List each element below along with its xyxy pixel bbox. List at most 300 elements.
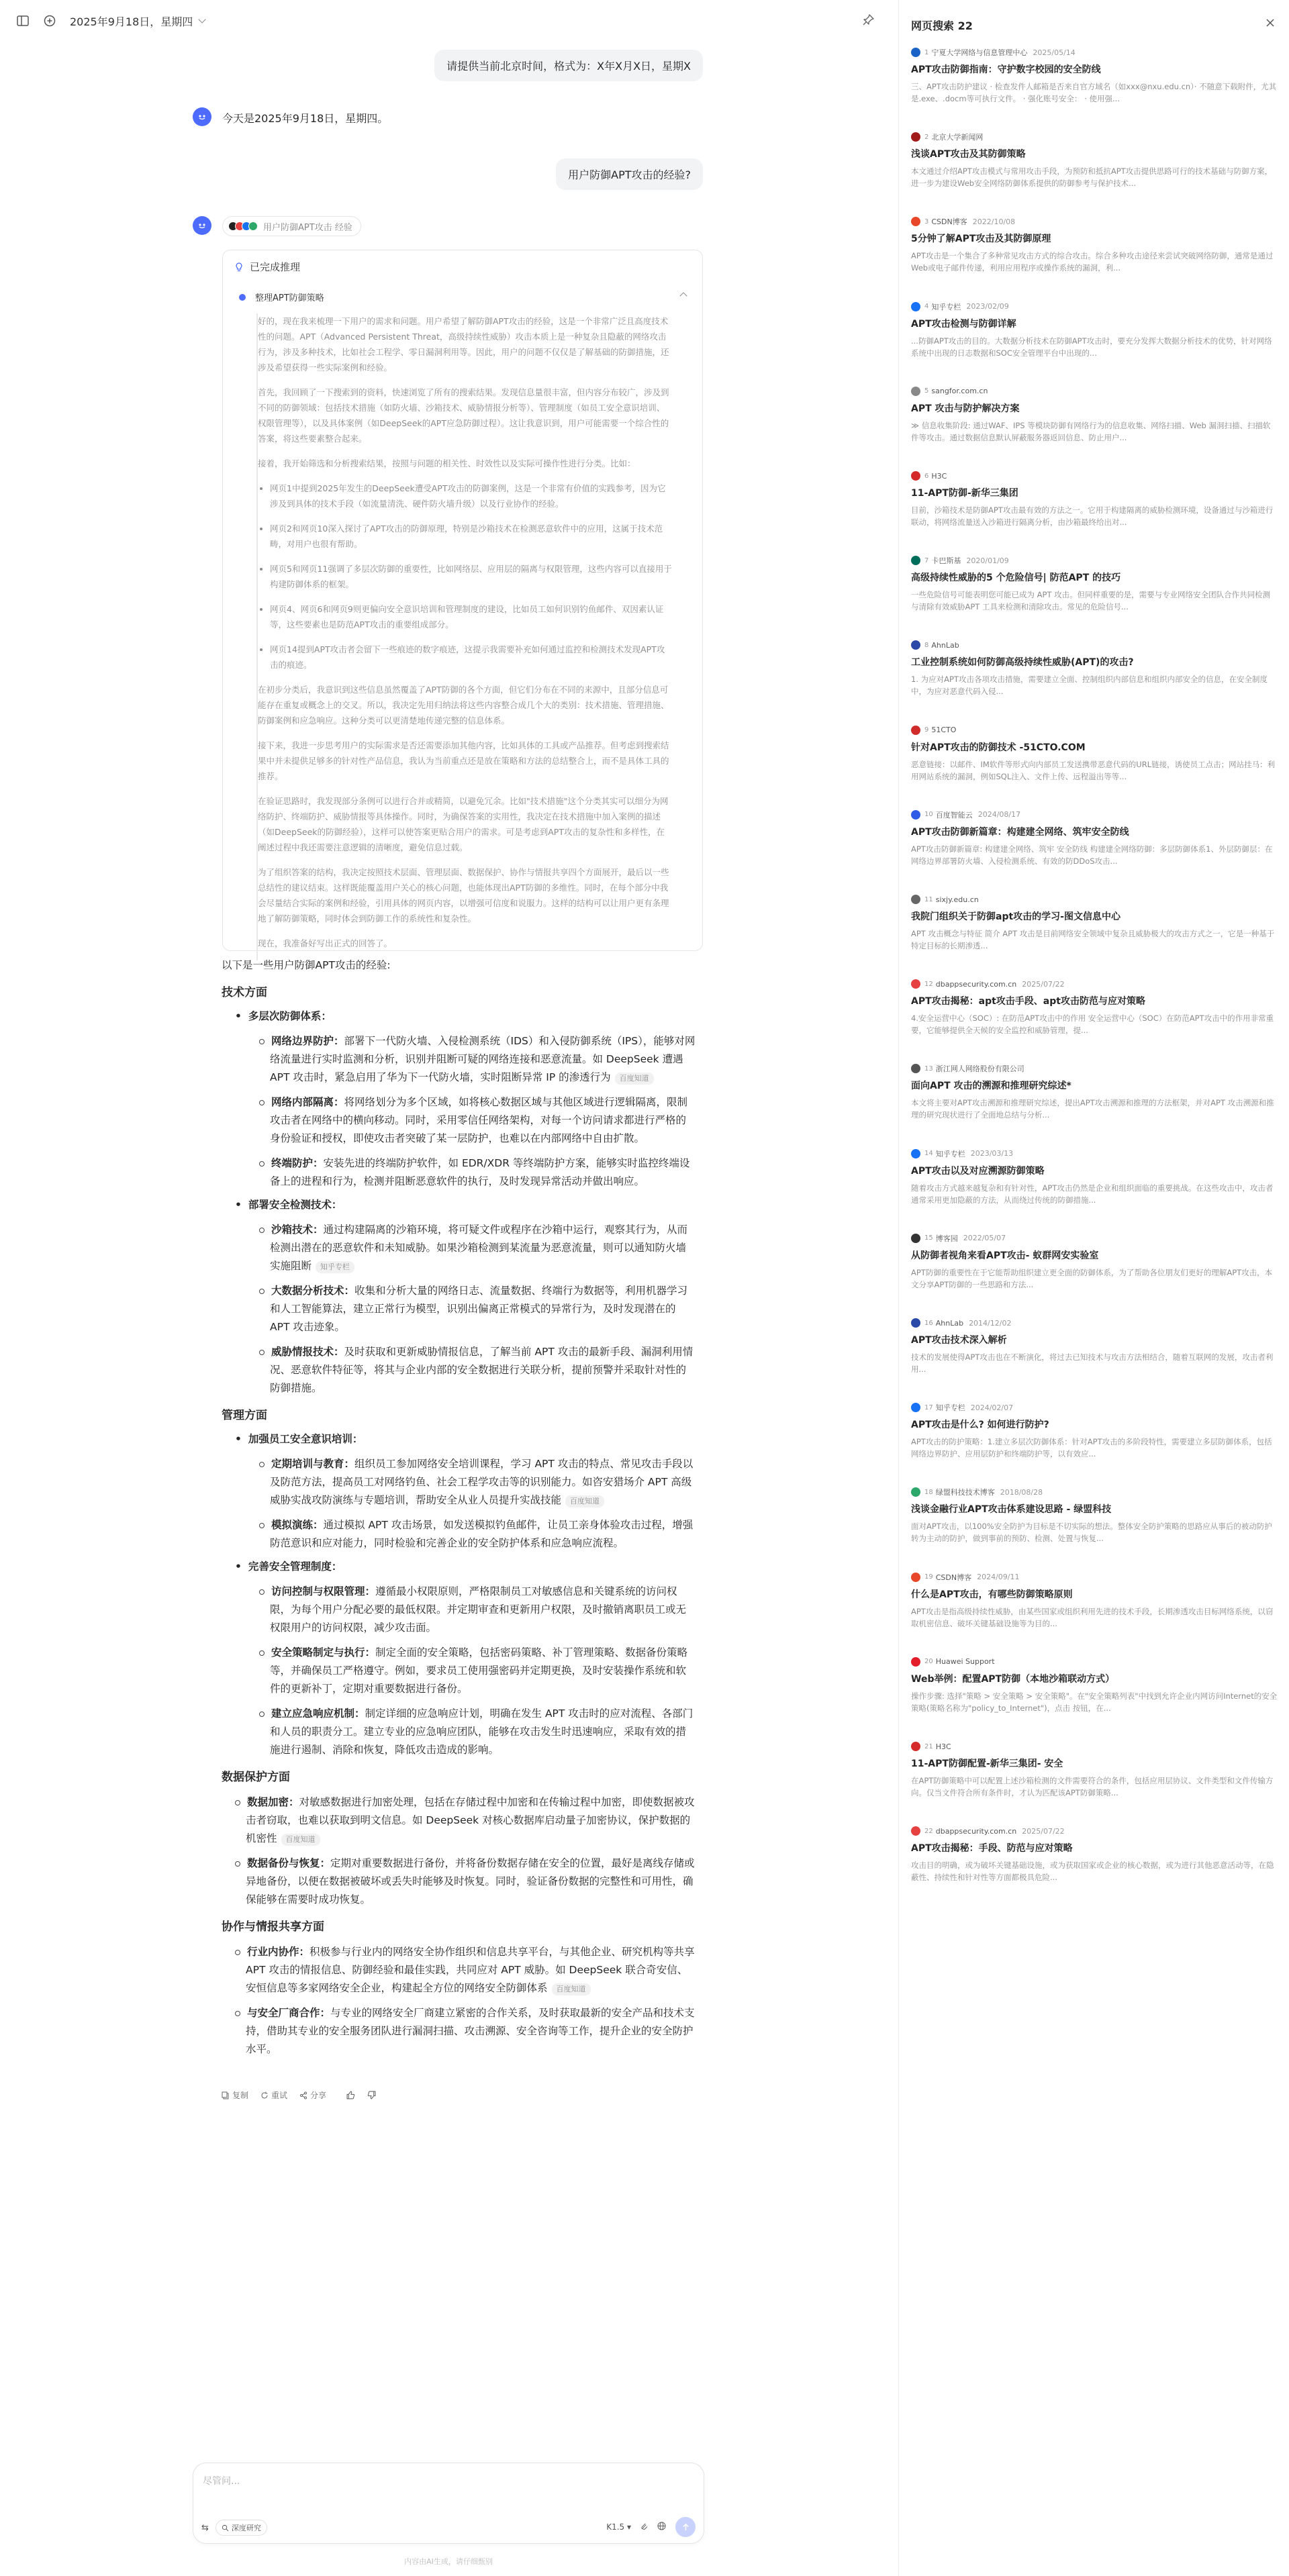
search-result[interactable] xyxy=(911,1656,1278,1714)
answer-section-title: 协作与情报共享方面 xyxy=(222,1920,324,1934)
group-label-text: 加强员工安全意识培训： xyxy=(248,1433,363,1445)
result-title[interactable]: APT攻击揭秘：手段、防范与应对策略 xyxy=(911,1843,1073,1854)
result-title[interactable]: APT攻击防御指南：守护数字校园的安全防线 xyxy=(911,64,1101,75)
result-date: 2022/05/07 xyxy=(963,1234,1006,1243)
search-result[interactable] xyxy=(911,216,1278,274)
result-title[interactable]: 我院门组织关于防御apt攻击的学习-图文信息中心 xyxy=(911,911,1120,922)
item-key: 与安全厂商合作： xyxy=(247,2007,331,2019)
result-snippet: 攻击目的明确，或为破坏关键基础设施，或为获取国家或企业的核心数据，或为进行其他恶意活动等，在隐蔽性、持续性和针对性等方面都极具危险... xyxy=(911,1861,1274,1883)
search-result[interactable] xyxy=(911,1318,1278,1375)
item-key: 行业内协作： xyxy=(247,1946,310,1958)
source-name: sixjy.edu.cn xyxy=(935,895,979,904)
answer-list-item xyxy=(259,1583,696,1637)
search-result[interactable] xyxy=(911,1572,1278,1630)
source-favicon xyxy=(911,810,920,820)
result-date: 2025/07/22 xyxy=(1022,1826,1065,1836)
source-favicon xyxy=(911,640,920,650)
item-text: 定期对重要数据进行备份，并将备份数据存储在安全的位置，最好是离线存储或异地备份，以便在数据被破坏或丢失时能够及时恢复。同时，验证备份数据的完整性和可用性，确保能够在需要时成功恢复。 xyxy=(246,1857,695,1905)
thinking-paragraph: 首先，我回顾了一下搜索到的资料，快速浏览了所有的搜索结果。发现信息量很丰富，但内容分布较广，涉及到不同的防御领域：包括技术措施（如防火墙、沙箱技术、威胁情报分析等）、管理制度（如员工安全意识培训、权限管理等），以及具体案例（如DeepSeek的APT应急防御过程）。这让我意识到，用户可能需要一个综合性的答案，将这些要素整合起来。 xyxy=(258,387,669,444)
assistant-avatar xyxy=(193,216,211,235)
source-favicon xyxy=(911,48,920,57)
thinking-list-item: • 网页5和网页11强调了多层次防御的重要性，比如网络层、应用层的隔离与权限管理，这些内容可以直接用于构建防御体系的框架。 xyxy=(270,561,673,592)
source-favicon xyxy=(911,556,920,565)
result-date: 2022/10/08 xyxy=(972,217,1016,226)
model-label: K1.5 xyxy=(606,2522,625,2532)
bot-message-1 xyxy=(193,107,703,128)
item-text: 通过模拟 APT 攻击场景，如发送模拟钓鱼邮件，让员工亲身体验攻击过程，增强防范意识和应对能力，同时检验和完善企业的安全防护体系和应急响应流程。 xyxy=(270,1519,694,1549)
source-favicon xyxy=(911,979,920,989)
user-bubble: 用户防御APT攻击的经验? xyxy=(556,158,703,190)
source-favicon xyxy=(911,217,920,226)
result-date: 2025/07/22 xyxy=(1022,979,1065,989)
source-name: 51CTO xyxy=(931,726,957,735)
result-title[interactable]: 浅谈金融行业APT攻击体系建设思路 - 绿盟科技 xyxy=(911,1504,1112,1516)
answer-list-item xyxy=(235,1793,696,1848)
result-date: 2024/02/07 xyxy=(970,1403,1014,1412)
source-favicon xyxy=(911,1657,920,1667)
chevron-down-icon[interactable] xyxy=(199,15,206,23)
source-name: 浙江网人网络股份有限公司 xyxy=(935,1064,1024,1074)
result-number: 16 xyxy=(924,1319,933,1327)
source-name: H3C xyxy=(931,471,947,481)
result-snippet: ≫ 信息收集阶段: 通过WAF、IPS 等模块防御有网络行为的信息收集、网络扫描、Web 漏洞扫描、扫描软件等攻击。通过数据信息默认屏蔽服务器返回信息、防止用户... xyxy=(911,420,1271,442)
share-button[interactable] xyxy=(299,2089,326,2101)
search-result[interactable] xyxy=(911,470,1278,528)
result-snippet: APT 攻击概念与特征 简介 APT 攻击是目前网络安全领域中复杂且威胁极大的攻击方式之一，它是一种基于特定目标的长期渗透... xyxy=(911,929,1275,950)
search-result[interactable] xyxy=(911,386,1278,444)
result-source xyxy=(911,809,1278,820)
item-key: 模拟演练： xyxy=(271,1519,324,1531)
thinking-list-item: • 网页14提到APT攻击者会留下一些痕迹的数字痕迹，这提示我需要补充如何通过监控和检测技术发现APT攻击的痕迹。 xyxy=(270,642,673,673)
thinking-step xyxy=(239,291,324,303)
item-text: 及时获取和更新威胁情报信息，了解当前 APT 攻击的最新手段、漏洞利用情况、恶意软件特征等，将其与企业内部的安全数据进行关联分析，提前预警并采取针对性的防御措施。 xyxy=(270,1346,694,1394)
result-number: 10 xyxy=(924,811,933,819)
result-date: 2023/03/13 xyxy=(970,1149,1014,1158)
result-snippet: 4.安全运营中心（SOC）: 在防范APT攻击中的作用 安全运营中心（SOC）在防范APT攻击中的作用非常重要，它能够提供全天候的安全监控和威胁管理，提... xyxy=(911,1013,1274,1036)
citation-badge[interactable]: 知乎专栏 xyxy=(316,1261,354,1273)
answer-section-title: 技术方面 xyxy=(222,986,267,999)
copy-label: 复制 xyxy=(232,2091,249,2100)
item-key: 数据加密： xyxy=(247,1796,299,1808)
deep-research-button[interactable] xyxy=(216,2520,267,2536)
result-snippet: 本文通过介绍APT攻击模式与常用攻击手段，为预防和抵抗APT攻击提供思路可行的技术基础与防御方案，进一步为建设Web安全网络防御体系提供的防御参考与保护技术... xyxy=(911,166,1273,189)
close-icon[interactable] xyxy=(1265,17,1276,28)
result-title[interactable]: APT攻击揭秘：apt攻击手段、apt攻击防范与应对策略 xyxy=(911,996,1145,1007)
item-key: 建立应急响应机制： xyxy=(271,1707,365,1720)
result-date: 2025/05/14 xyxy=(1033,48,1076,57)
item-key: 大数据分析技术： xyxy=(271,1285,355,1297)
result-source xyxy=(911,640,1278,650)
search-result[interactable] xyxy=(911,1826,1278,1883)
share-icon xyxy=(299,2091,307,2099)
search-result[interactable] xyxy=(911,132,1278,189)
answer-list-item xyxy=(259,1032,696,1087)
assistant-answer-1: 今天是2025年9月18日，星期四。 xyxy=(222,112,389,125)
source-name: CSDN博客 xyxy=(931,217,967,227)
result-source xyxy=(911,1572,1278,1583)
thinking-paragraph: 为了组织答案的结构，我决定按照技术层面、管理层面、数据保护、协作与情报共享四个方面展开，最后以一些总结性的建议结束。这样既能覆盖用户关心的核心问题，也能体现出APT防御的多维性。同时，在每个部分中我会尽量结合实际的案例和经验，引用具体的网页内容，以增强可信度和说服力。这样的结构可以让用户更有条理地了解防御策略，同时体会到防御工作的系统性和复杂性。 xyxy=(258,867,669,924)
result-snippet: APT攻击的防护策略：1.建立多层次防御体系：针对APT攻击的多阶段特性，需要建立多层防御体系，包括网络边界防护、应用层防护和终端防护等，以有效应... xyxy=(911,1437,1272,1459)
result-source xyxy=(911,979,1278,989)
lightbulb-icon xyxy=(234,262,244,273)
source-name: 卡巴斯基 xyxy=(931,556,961,566)
pin-icon[interactable] xyxy=(861,13,875,27)
result-title[interactable]: 11-APT防御配置-新华三集团- 安全 xyxy=(911,1758,1063,1769)
retry-label: 重试 xyxy=(271,2091,288,2100)
result-source xyxy=(911,216,1278,227)
result-title[interactable]: 面向APT 攻击的溯源和推理研究综述* xyxy=(911,1081,1071,1092)
answer-list-item xyxy=(259,1705,696,1759)
item-text: 积极参与行业内的网络安全协作组织和信息共享平台，与其他企业、研究机构等共享 APT 攻击的情报信息、防御经验和最佳实践，共同应对 APT 威胁。如 DeepSeek 联合奇安信、安恒信息等多家网络安全企业，构建起全方位的网络安全防御体系 xyxy=(246,1946,695,1994)
result-number: 5 xyxy=(924,387,929,395)
result-number: 19 xyxy=(924,1573,933,1581)
source-favicon xyxy=(911,1403,920,1412)
result-source xyxy=(911,1402,1278,1413)
answer-section-title: 管理方面 xyxy=(222,1409,267,1422)
search-sources-pill[interactable] xyxy=(222,216,361,236)
chat-input[interactable]: 尽管问... xyxy=(203,2476,240,2487)
thumbs-down-icon[interactable] xyxy=(367,2091,376,2099)
panel-title: 网页搜索 22 xyxy=(911,19,973,32)
result-number: 7 xyxy=(924,556,929,564)
result-number: 3 xyxy=(924,217,929,226)
item-key: 数据备份与恢复： xyxy=(247,1857,331,1869)
result-title[interactable]: 浅谈APT攻击及其防御策略 xyxy=(911,149,1026,160)
source-name: 知乎专栏 xyxy=(935,1149,965,1158)
result-title[interactable]: APT攻击以及对应溯源防御策略 xyxy=(911,1165,1045,1177)
thinking-header[interactable] xyxy=(234,260,300,274)
item-key: 安全策略制定与执行： xyxy=(271,1646,376,1658)
result-number: 20 xyxy=(924,1658,933,1666)
result-title[interactable]: 什么是APT攻击，有哪些防御策略原则 xyxy=(911,1589,1073,1600)
source-name: dbappsecurity.com.cn xyxy=(935,979,1017,989)
source-favicon xyxy=(911,1234,920,1243)
source-name: 知乎专栏 xyxy=(935,1403,965,1413)
result-source xyxy=(911,1148,1278,1159)
result-title[interactable]: 5分钟了解APT攻击及其防御原理 xyxy=(911,234,1051,245)
deep-research-label: 深度研究 xyxy=(231,2524,261,2532)
source-name: 北京大学新闻网 xyxy=(931,133,984,142)
item-text: 对敏感数据进行加密处理，包括在存储过程中加密和在传输过程中加密，即使数据被攻击者窃取，也难以获取到明文信息。如 DeepSeek 对核心数据库启动量子加密协议，保护数据的机密性 xyxy=(246,1796,695,1844)
item-key: 定期培训与教育： xyxy=(271,1458,355,1470)
answer-intro: 以下是一些用户防御APT攻击的经验: xyxy=(222,959,391,971)
result-snippet: ...防御APT攻击的目的。大数据分析技术在防御APT攻击时，要充分发挥大数据分析技术的优势，针对网络系统中出现的日志数据和SOC安全管理平台中出现的... xyxy=(911,336,1272,358)
result-title[interactable]: 工业控制系统如何防御高级持续性威胁(APT)的攻击? xyxy=(911,657,1134,668)
result-snippet: 随着攻击方式越来越复杂和有针对性，APT攻击仍然是企业和组织面临的重要挑战。在这些攻击中，攻击者通常采用更加隐蔽的方法，从而绕过传统的防御措施... xyxy=(911,1183,1274,1205)
result-snippet: APT攻击防御新篇章: 构建建全网络、筑牢 安全防线 构建建全网络防御：多层防御体系1、外层防御层：在网络边界部署防火墙、入侵检测系统、有效的防DDoS攻击... xyxy=(911,844,1273,866)
item-key: 网络边界防护： xyxy=(271,1035,344,1047)
item-text: 遵循最小权限原则，严格限制员工对敏感信息和关键系统的访问权限，为每个用户分配必要的最低权限。并定期审查和更新用户权限，及时撤销离职员工或无权限用户的访问权限，减少攻击面。 xyxy=(270,1585,687,1634)
result-date: 2024/09/11 xyxy=(977,1573,1020,1582)
input-toolbar-left xyxy=(201,2520,267,2536)
top-bar xyxy=(0,0,898,42)
answer-list-item xyxy=(235,1943,696,1997)
thinking-container xyxy=(193,250,703,951)
answer-group-label xyxy=(235,1196,696,1214)
result-number: 18 xyxy=(924,1488,933,1496)
result-source xyxy=(911,1233,1278,1244)
thinking-list-item: • 网页4、网页6和网页9则更偏向安全意识培训和管理制度的建设，比如员工如何识别钓鱼邮件、双因素认证等，这些要素也是防范APT攻击的重要组成部分。 xyxy=(270,601,673,632)
source-favicon xyxy=(911,387,920,396)
citation-badge[interactable]: 百度知道 xyxy=(615,1073,654,1085)
thinking-paragraph: 在验证思路时，我发现部分条例可以进行合并或精简，以避免冗余。比如"技术措施"这个分类其实可以细分为网络防护、终端防护、威胁情报等具体操作。同时，为确保答案的实用性，我决定在技术措施中加入案例的描述（如DeepSeek的防御经验），这样可以使答案更贴合用户的需求。可是考虑到APT攻击的复杂性和多样性，在阐述过程中我还需要注意逻辑的清晰度，避免信息过载。 xyxy=(258,796,669,852)
assistant-avatar xyxy=(193,107,211,126)
result-title[interactable]: APT攻击防御新篇章：构建建全网络、筑牢安全防线 xyxy=(911,826,1129,838)
answer-list-item xyxy=(259,1516,696,1552)
source-name: dbappsecurity.com.cn xyxy=(935,1826,1017,1836)
result-source xyxy=(911,725,1278,736)
result-number: 17 xyxy=(924,1403,933,1411)
result-date: 2018/08/28 xyxy=(1000,1487,1043,1497)
search-result[interactable] xyxy=(911,640,1278,697)
citation-badge[interactable]: 百度知道 xyxy=(552,1983,591,1995)
result-snippet: APT攻击是指高级持续性威胁，由某些国家或组织利用先进的技术手段，长期渗透攻击目标网络系统，以窃取机密信息、破坏关键基础设施等为目的... xyxy=(911,1606,1274,1628)
source-favicon xyxy=(911,1149,920,1158)
source-favicon xyxy=(911,1742,920,1751)
answer-list-item xyxy=(259,1455,696,1509)
result-title[interactable]: Web举例：配置APT防御（本地沙箱联动方式） xyxy=(911,1673,1115,1685)
item-text: 收集和分析大量的网络日志、流量数据、终端行为数据等，利用机器学习和人工智能算法，建立正常行为模型，识别出偏离正常模式的异常行为，及时发现潜在的 APT 攻击迹象。 xyxy=(270,1285,688,1333)
result-source xyxy=(911,1318,1278,1328)
result-title[interactable]: APT攻击技术深入解析 xyxy=(911,1335,1007,1346)
result-source xyxy=(911,1487,1278,1497)
result-number: 8 xyxy=(924,641,929,649)
result-title[interactable]: 从防御者视角来看APT攻击- 蚁群网安实验室 xyxy=(911,1250,1099,1261)
disclaimer: 内容由AI生成，请仔细甄别 xyxy=(404,2557,493,2566)
result-number: 11 xyxy=(924,895,933,903)
conversation-title[interactable]: 2025年9月18日，星期四 xyxy=(70,15,193,28)
result-title[interactable]: 高级持续性威胁的5 个危险信号| 防范APT 的技巧 xyxy=(911,573,1121,584)
source-name: AhnLab xyxy=(931,640,959,650)
answer-sections xyxy=(222,984,696,2059)
globe-icon[interactable] xyxy=(657,2522,666,2532)
thinking-status: 已完成推理 xyxy=(250,261,301,273)
answer-group-label xyxy=(235,1430,696,1448)
user-bubble: 请提供当前北京时间，格式为：X年X月X日，星期X xyxy=(434,50,703,81)
source-favicon xyxy=(911,1318,920,1328)
result-title[interactable]: APT 攻击与防护解决方案 xyxy=(911,403,1020,414)
answer-group-label xyxy=(235,1007,696,1026)
result-snippet: 面对APT攻击，以100%安全防护为目标是不切实际的想法。整体安全防护策略的思路应从事后的被动防护转为主动的防护，做到事前的预防、检测、处置与恢复... xyxy=(911,1522,1272,1544)
copy-button[interactable] xyxy=(222,2089,248,2101)
search-result[interactable] xyxy=(911,47,1278,105)
source-favicon xyxy=(911,726,920,735)
result-source xyxy=(911,470,1278,481)
result-source xyxy=(911,47,1278,58)
search-result[interactable] xyxy=(911,1063,1278,1121)
new-chat-icon[interactable] xyxy=(43,14,56,28)
result-number: 9 xyxy=(924,726,929,734)
result-snippet: APT防御的重要性在于它能帮助组织建立更全面的防御体系，为了帮助各位朋友们更好的理解APT攻击，本文分享APT防御的一些思路和方法... xyxy=(911,1267,1273,1289)
item-text: 安装先进的终端防护软件，如 EDR/XDR 等终端防护方案，能够实时监控终端设备上的进程和行为，检测并阻断恶意软件的执行，及时发现异常活动并做出响应。 xyxy=(270,1157,690,1187)
result-snippet: 操作步骤: 选择"策略 > 安全策略 > 安全策略"。在"安全策略列表"中找到允许企业内网访问Internet的安全策略(策略名称为"policy_to_Internet")，点击 按钮，在... xyxy=(911,1691,1278,1713)
source-name: CSDN博客 xyxy=(935,1573,972,1582)
sidebar-icon[interactable] xyxy=(16,14,30,28)
result-snippet: 目前，沙箱技术是防御APT攻击最有效的方法之一。它用于构建隔离的威胁检测环境，设备通过与沙箱进行联动，将网络流量送入沙箱进行隔离分析，由沙箱最终给出对... xyxy=(911,505,1274,527)
step-label: 整理APT防御策略 xyxy=(255,293,324,303)
citation-badge[interactable]: 百度知道 xyxy=(281,1834,320,1846)
step-dot xyxy=(239,294,246,301)
result-snippet: 恶意链接：以邮件、IM软件等形式向内部员工发送携带恶意代码的URL链接，诱使员工点击；网站挂马：利用网站系统的漏洞，例如SQL注入、文件上传、远程溢出等等... xyxy=(911,759,1276,781)
source-favicon xyxy=(248,221,258,231)
result-number: 13 xyxy=(924,1064,933,1073)
item-text: 与专业的网络安全厂商建立紧密的合作关系，及时获取最新的安全产品和技术支持，借助其专业的安全服务团队进行漏洞扫描、攻击溯源、安全咨询等工作，提升企业的安全防护水平。 xyxy=(246,2007,695,2055)
search-result[interactable] xyxy=(911,1402,1278,1460)
thinking-paragraph: 好的，现在我来梳理一下用户的需求和问题。用户希望了解防御APT攻击的经验，这是一个非常广泛且高度技术性的问题。APT（Advanced Persistent Threat，高级持续性威胁）攻击本质上是一种复杂且隐蔽的网络攻击行为，涉及多种技术，比如社会工程学、零日漏洞利用等。因此，用户的问题不仅仅是了解基础的防御措施，还涉及希望获得一些实际案例和经验。 xyxy=(258,316,669,373)
group-label-text: 部署安全检测技术： xyxy=(248,1199,342,1211)
result-source xyxy=(911,555,1278,566)
source-favicon xyxy=(911,895,920,904)
copy-icon xyxy=(222,2091,230,2099)
item-text: 将网络划分为多个区域，如将核心数据区域与其他区域进行逻辑隔离，限制攻击者在网络中的横向移动。同时，采用零信任网络架构，对每一个访问请求都进行严格的身份验证和授权，即使攻击者突破了某一层防护，也难以在内部网络中自由扩散。 xyxy=(270,1096,688,1144)
thumbs-up-icon[interactable] xyxy=(346,2091,355,2099)
result-snippet: 在APT防御策略中可以配置上述沙箱检测的文件需要符合的条件，包括应用层协议、文件类型和文件传输方向。仅当文件符合所有条件时，才认为匹配该APT防御策略... xyxy=(911,1776,1274,1797)
result-date: 2020/01/09 xyxy=(966,556,1009,565)
source-favicon xyxy=(911,302,920,311)
answer-list-item xyxy=(259,1221,696,1275)
result-date: 2014/12/02 xyxy=(969,1318,1012,1328)
item-key: 终端防护： xyxy=(271,1157,324,1169)
search-result[interactable] xyxy=(911,1233,1278,1291)
search-query: 用户防御APT攻击 经验 xyxy=(263,222,352,233)
translate-icon[interactable]: ⇆ xyxy=(201,2522,209,2533)
chevron-up-icon[interactable] xyxy=(679,292,687,299)
result-number: 4 xyxy=(924,303,929,311)
thinking-paragraph: 接下来，我进一步思考用户的实际需求是否还需要添加其他内容，比如具体的工具或产品推荐。但考虑到搜索结果中并未提供足够多的针对性产品信息，我认为当前重点还是放在策略和方法的总结整合上，而不是具体工具的推荐。 xyxy=(258,740,669,781)
web-search-panel xyxy=(898,0,1289,2576)
item-key: 威胁情报技术： xyxy=(271,1346,344,1358)
result-snippet: 本文将主要对APT攻击溯源和推理研究综述，提出APT攻击溯源和推理的方法框架，并对APT 攻击溯源和推理的研究现状进行了全面地总结与分析... xyxy=(911,1098,1274,1120)
result-date: 2023/02/09 xyxy=(966,302,1009,311)
thinking-list-item: • 网页1中提到2025年发生的DeepSeek遭受APT攻击的防御案例，这是一个非常有价值的实践参考，因为它涉及到具体的技术手段（如流量清洗、硬件防火墙升级）以及行业协作的经验。 xyxy=(270,481,673,511)
thinking-paragraph: 现在，我准备好写出正式的回答了。 xyxy=(258,938,393,948)
search-result[interactable] xyxy=(911,301,1278,359)
search-result[interactable] xyxy=(911,894,1278,952)
refresh-icon xyxy=(260,2091,269,2099)
source-favicon xyxy=(911,471,920,481)
result-snippet: 1. 为应对APT攻击各项攻击措施，需要建立全面、控制组织内部信息和组织内部安全的信息，在安全制度中，为应对恶意代码入侵... xyxy=(911,675,1268,697)
arrow-up-icon xyxy=(681,2523,690,2532)
search-result[interactable] xyxy=(911,809,1278,867)
source-favicon xyxy=(911,1487,920,1497)
search-result[interactable] xyxy=(911,1487,1278,1544)
answer-list-item xyxy=(235,1854,696,1909)
group-label-text: 完善安全管理制度： xyxy=(248,1561,342,1573)
answer-list-item xyxy=(259,1093,696,1148)
source-name: 百度智能云 xyxy=(935,810,973,820)
item-key: 沙箱技术： xyxy=(271,1224,324,1236)
attach-icon[interactable] xyxy=(640,2522,648,2532)
source-name: 博客园 xyxy=(935,1234,958,1243)
source-favicon xyxy=(911,1573,920,1582)
thinking-paragraph: 在初步分类后，我意识到这些信息虽然覆盖了APT防御的各个方面，但它们分布在不同的来源中，且部分信息可能存在重复或概念上的交叉。所以，我决定先用归纳法将这些内容整合成几个大的类别：技术措施、管理措施、防御案例和应急响应。这种分类可以更清楚地传递完整的信息体系。 xyxy=(258,685,669,726)
result-source xyxy=(911,386,1278,397)
result-source xyxy=(911,132,1278,142)
assistant-answer-2 xyxy=(222,956,696,2064)
result-number: 14 xyxy=(924,1150,933,1158)
result-source xyxy=(911,1741,1278,1752)
result-number: 1 xyxy=(924,48,929,56)
source-name: H3C xyxy=(935,1742,951,1751)
thinking-body xyxy=(256,313,673,960)
search-result[interactable] xyxy=(911,1148,1278,1206)
source-name: Huawei Support xyxy=(935,1657,995,1667)
result-title[interactable]: APT攻击检测与防御详解 xyxy=(911,318,1016,330)
thinking-list xyxy=(258,481,673,673)
result-snippet: APT攻击是一个集合了多种常见攻击方式的综合攻击。综合多种攻击途径来尝试突破网络防御，通常是通过Web或电子邮件传递，利用应用程序或操作系统的漏洞，利... xyxy=(911,251,1274,273)
user-message-2 xyxy=(193,158,703,191)
input-toolbar-right xyxy=(606,2517,696,2537)
send-button[interactable] xyxy=(675,2517,696,2537)
result-number: 21 xyxy=(924,1742,933,1750)
result-snippet: 一些危险信号可能表明您可能已成为 APT 攻击。但同样重要的是，需要与专业网络安全团队合作共同检测与清除有效威胁APT 工具来检测和清除攻击。常见的危险信号... xyxy=(911,590,1271,612)
thinking-box xyxy=(222,250,703,951)
source-favicon xyxy=(911,1064,920,1073)
search-result[interactable] xyxy=(911,555,1278,613)
source-name: AhnLab xyxy=(935,1318,964,1328)
item-text: 制定详细的应急响应计划，明确在发生 APT 攻击时的应对流程、各部门和人员的职责分工。建立专业的应急响应团队，能够在攻击发生时迅速响应，采取有效的措施进行遏制、消除和恢复，降低攻击造成的影响。 xyxy=(270,1707,694,1756)
result-source xyxy=(911,894,1278,905)
source-favicon xyxy=(911,1826,920,1836)
message-actions xyxy=(222,2089,376,2101)
thinking-list-item: • 网页2和网页10深入探讨了APT攻击的防御原理，特别是沙箱技术在检测恶意软件中的应用，这属于技术范畴，对用户也很有帮助。 xyxy=(270,521,673,552)
result-title[interactable]: 针对APT攻击的防御技术 -51CTO.COM xyxy=(911,742,1086,753)
model-select[interactable]: K1.5 ▾ xyxy=(606,2522,631,2532)
item-text: 制定全面的安全策略，包括密码策略、补丁管理策略、数据备份策略等，并确保员工严格遵守。例如，要求员工使用强密码并定期更换，及时安装操作系统和软件的更新补丁，定期对重要数据进行备份。 xyxy=(270,1646,688,1695)
source-name: 宁夏大学网络与信息管理中心 xyxy=(931,48,1028,57)
search-result[interactable] xyxy=(911,1741,1278,1799)
item-key: 访问控制与权限管理： xyxy=(271,1585,376,1597)
answer-group-label xyxy=(235,1558,696,1576)
source-name: sangfor.com.cn xyxy=(931,387,988,396)
result-number: 2 xyxy=(924,133,929,141)
answer-list-item xyxy=(259,1282,696,1336)
result-snippet: 技术的发展使得APT攻击也在不断演化，将过去已知技术与攻击方法相结合，随着互联网的发展，攻击者利用... xyxy=(911,1352,1274,1374)
retry-button[interactable] xyxy=(260,2089,287,2101)
item-text: 通过构建隔离的沙箱环境，将可疑文件或程序在沙箱中运行，观察其行为，从而检测出潜在的恶意软件和未知威胁。如果沙箱检测到某流量为恶意流量，则可以通知防火墙实施阻断 xyxy=(270,1224,688,1272)
item-text: 组织员工参加网络安全培训课程，学习 APT 攻击的特点、常见攻击手段以及防范方法，提高员工对网络钓鱼、社会工程学攻击等的识别能力。如咨安猎场介 APT 高级威胁实战攻防演练与专题培训，帮助安全从业人员提升实战技能 xyxy=(270,1458,694,1506)
answer-list-item xyxy=(259,1154,696,1191)
thinking-paragraph: 接着，我开始筛选和分析搜索结果，按照与问题的相关性、时效性以及实际可操作性进行分类。比如： xyxy=(258,458,636,468)
share-label: 分享 xyxy=(310,2091,327,2100)
result-title[interactable]: APT攻击是什么? 如何进行防护? xyxy=(911,1420,1049,1431)
citation-badge[interactable]: 百度知道 xyxy=(565,1495,604,1507)
source-name: 知乎专栏 xyxy=(931,302,961,311)
result-number: 15 xyxy=(924,1234,933,1242)
result-title[interactable]: 11-APT防御-新华三集团 xyxy=(911,488,1018,499)
item-text: 部署下一代防火墙、入侵检测系统（IDS）和入侵防御系统（IPS），能够对网络流量进行实时监测和分析，识别并阻断可疑的网络连接和恶意流量。如 DeepSeek 遭遇 APT 攻击时，紧急启用了华为下一代防火墙，实时阻断异常 IP 的渗透行为 xyxy=(270,1035,696,1083)
result-number: 6 xyxy=(924,472,929,480)
result-number: 12 xyxy=(924,980,933,988)
chat-input-box xyxy=(193,2463,704,2544)
search-result[interactable] xyxy=(911,979,1278,1036)
answer-section-title: 数据保护方面 xyxy=(222,1771,290,1784)
result-source xyxy=(911,301,1278,312)
result-snippet: 三、APT攻击防护建议 · 检查发件人邮箱是否来自官方域名（如xxx@nxu.edu.cn）· 不随意下载附件，尤其是.exe、.docm等可执行文件。 · 强化账号安全： · 使用强... xyxy=(911,82,1277,103)
user-message-1 xyxy=(193,50,703,82)
answer-list-item xyxy=(259,1644,696,1698)
answer-list-item xyxy=(235,2004,696,2059)
group-label-text: 多层次防御体系： xyxy=(248,1010,332,1022)
result-source xyxy=(911,1826,1278,1836)
source-favicon xyxy=(911,132,920,142)
result-source xyxy=(911,1656,1278,1667)
item-key: 网络内部隔离： xyxy=(271,1096,344,1108)
source-name: 绿盟科技技术博客 xyxy=(935,1488,995,1497)
search-result[interactable] xyxy=(911,725,1278,783)
research-icon xyxy=(222,2524,229,2532)
answer-list-item xyxy=(259,1343,696,1397)
